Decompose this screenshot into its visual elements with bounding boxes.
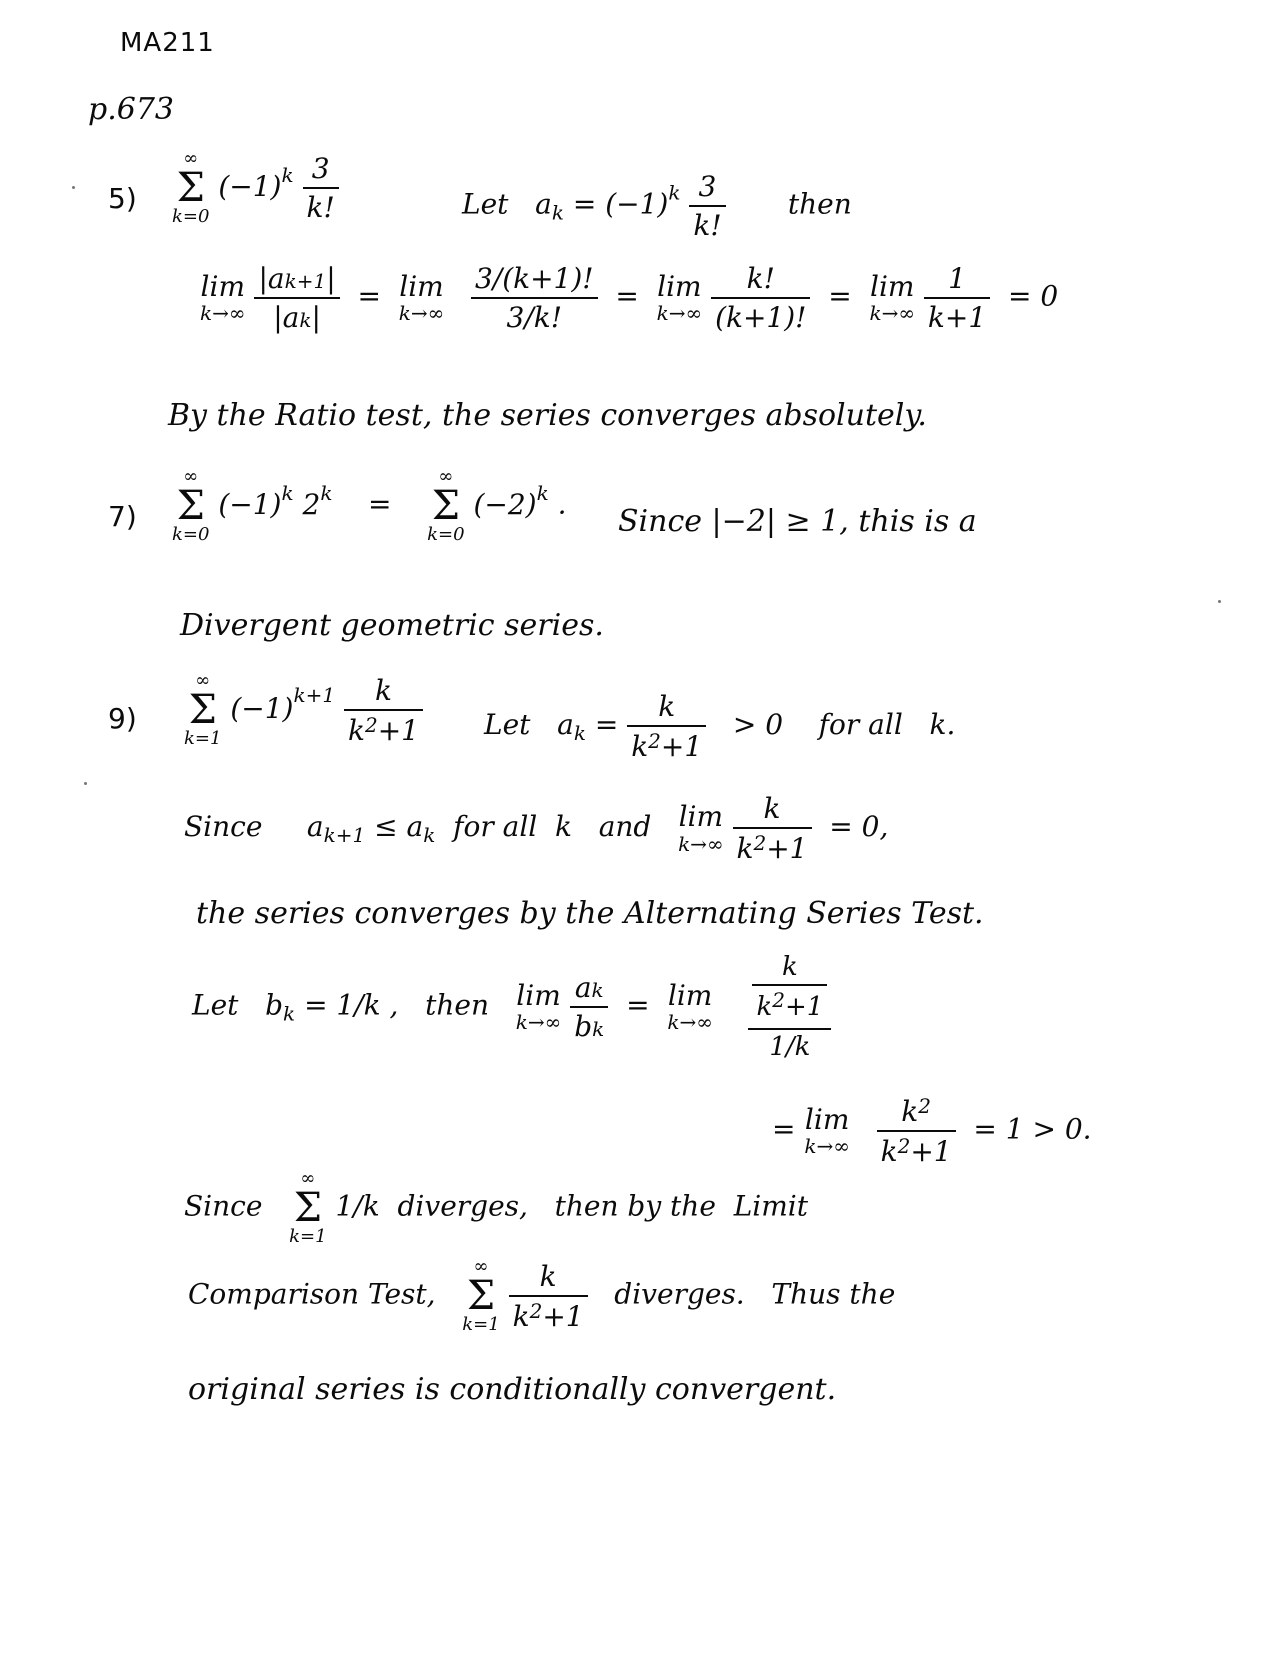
scan-speck	[84, 782, 87, 785]
problem-9-line5: = lim k→∞ $\frac{k^2}{k^2+1}$ = 1 > 0.	[772, 1094, 1092, 1168]
problem-9-line8: original series is conditionally convergent.	[188, 1372, 837, 1407]
problem-5-limit-chain: lim k→∞ $\frac{|ak+1|}{|ak|}$ = lim k→∞ $\frac{3/(k+1)!}{3/k!}$ = lim k→∞ $\frac{k!}{(k+1)!}$ = lim k→∞ $\frac{1}{k+1}$ = 0	[200, 262, 1059, 334]
scan-speck	[72, 186, 75, 189]
problem-9-line2: Since $a_{k+1} \le a_k$ for all k and lim k→∞ $\frac{k}{k^2+1}$ = 0,	[184, 792, 889, 865]
problem-9-let: Let $a_k$ = $\frac{k}{k^2+1}$ > 0 for all k.	[484, 690, 956, 763]
problem-5-number: 5)	[108, 182, 137, 215]
problem-9-line6: Since ∞ Σ k=1 1/k diverges, then by the Limit	[184, 1168, 809, 1247]
problem-9-line4: Let $b_k = 1/k$ , then lim k→∞ $\frac{ak}{bk}$ = lim k→∞ $\frac{\frac{k}{k^2+1}}{1/k}$	[192, 952, 831, 1062]
problem-5-let: Let $a_k = (-1)^k$ $\frac{3}{k!}$ then	[462, 170, 852, 242]
problem-9-line3: the series converges by the Alternating Series Test.	[196, 896, 984, 931]
problem-9-number: 9)	[108, 702, 137, 735]
course-code: MA211	[120, 28, 215, 58]
problem-7-number: 7)	[108, 500, 137, 533]
problem-7-series: ∞ Σ k=0 $(-1)^k$ 2$^k$ = ∞ Σ k=0 $(-2)^k$ .	[172, 466, 567, 545]
problem-7-reason: Since |−2| ≥ 1, this is a	[618, 504, 977, 539]
problem-9-line7: Comparison Test, ∞ Σ k=1 $\frac{k}{k^2+1}$ diverges. Thus the	[188, 1256, 896, 1335]
problem-9-series: ∞ Σ k=1 $(-1)^{k+1}$ $\frac{k}{k^2+1}$	[184, 672, 423, 748]
problem-5-series: ∞ Σ k=0 $(-1)^k$ $\frac{3}{k!}$	[172, 150, 339, 226]
sum-bottom: k=0	[172, 206, 210, 227]
page-reference: p.673	[88, 92, 175, 127]
problem-7-conclusion: Divergent geometric series.	[180, 608, 604, 643]
sum-top: ∞	[183, 148, 199, 169]
problem-5-conclusion: By the Ratio test, the series converges absolutely.	[168, 398, 927, 433]
scan-speck	[1218, 600, 1221, 603]
